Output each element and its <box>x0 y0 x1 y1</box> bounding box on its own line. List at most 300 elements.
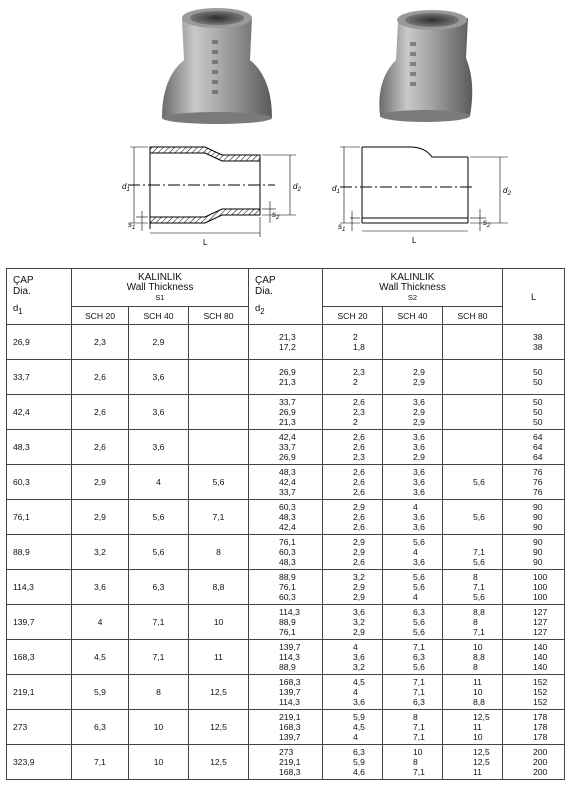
cell-d2 <box>249 465 323 500</box>
table-row <box>7 745 565 780</box>
cell-s1-sch40: 8 <box>129 675 189 710</box>
concentric-reducer-photo <box>162 8 272 124</box>
cell-length-value: 152 <box>533 687 548 697</box>
cell-d2-value: 42,4 <box>279 477 296 487</box>
cell-d2-value: 33,7 <box>279 442 296 452</box>
cell-length-value: 100 <box>533 582 548 592</box>
cell-d2-value: 88,9 <box>279 617 296 627</box>
cell-s2-sch20-value: 3,2 <box>353 572 365 582</box>
cell-length <box>503 395 565 430</box>
cell-d2 <box>249 675 323 710</box>
cell-s2-sch80-value: 8,8 <box>473 697 485 707</box>
cell-length-value: 64 <box>533 432 543 442</box>
cell-s1-sch40: 7,1 <box>129 605 189 640</box>
cell-d2-value: 17,2 <box>279 342 296 352</box>
cell-s2-sch40-value: 7,1 <box>413 767 425 777</box>
drawing-label-s2-eccentric: $s_2$ <box>483 218 491 229</box>
drawing-label-s1: $s_1$ <box>128 220 136 231</box>
drawing-label-d1-eccentric: $d_1$ <box>332 184 340 195</box>
cell-s2-sch40-value: 5,6 <box>413 627 425 637</box>
cell-s2-sch20 <box>323 325 383 360</box>
reducer-spec-table <box>6 268 565 780</box>
cell-d2-value: 168,3 <box>279 677 301 687</box>
cell-d2 <box>249 745 323 780</box>
cell-s2-sch20-value: 2,6 <box>353 522 365 532</box>
cell-length-value: 200 <box>533 747 548 757</box>
cell-s1-sch80: 12,5 <box>189 710 249 745</box>
cell-d2-value: 33,7 <box>279 397 296 407</box>
header-s2-sch80: SCH 80 <box>443 307 503 325</box>
cell-s2-sch20 <box>323 570 383 605</box>
cell-d2 <box>249 360 323 395</box>
cell-s2-sch40-value: 7,1 <box>413 687 425 697</box>
cell-s2-sch80-value <box>473 537 502 547</box>
cell-s2-sch80-value <box>473 487 502 497</box>
cell-s2-sch40-value: 7,1 <box>413 732 425 742</box>
cell-d2-value: 42,4 <box>279 522 296 532</box>
cell-s1-sch20: 2,6 <box>72 395 129 430</box>
cell-s2-sch20 <box>323 640 383 675</box>
cell-s1-sch40: 3,6 <box>129 360 189 395</box>
cell-length <box>503 535 565 570</box>
cell-length <box>503 360 565 395</box>
cell-length-value: 140 <box>533 662 548 672</box>
cell-d2-value: 114,3 <box>279 607 300 617</box>
header-cap-d1: ÇAP Dia. $d_1$ <box>7 269 72 325</box>
cell-s2-sch80 <box>443 430 503 465</box>
cell-s2-sch80-value <box>473 407 502 417</box>
cell-s2-sch80-value: 10 <box>473 642 483 652</box>
cell-length-value: 127 <box>533 627 548 637</box>
cell-s2-sch80-value <box>473 377 502 387</box>
cell-s2-sch20-value: 2,3 <box>353 367 365 377</box>
cell-length-value: 90 <box>533 547 543 557</box>
cell-s2-sch20-value: 4,5 <box>353 722 365 732</box>
cell-s2-sch80-value <box>473 332 502 342</box>
cell-s2-sch40-value: 3,6 <box>413 432 425 442</box>
cell-s1-sch20: 5,9 <box>72 675 129 710</box>
cell-s1-sch80: 8 <box>189 535 249 570</box>
cell-s2-sch80 <box>443 500 503 535</box>
cell-length-value: 127 <box>533 607 548 617</box>
cell-d2-value: 21,3 <box>279 417 296 427</box>
cell-s1-sch40: 2,9 <box>129 325 189 360</box>
cell-s2-sch80-value: 8 <box>473 662 478 672</box>
cell-length-value: 100 <box>533 592 548 602</box>
cell-d2-value: 114,3 <box>279 697 300 707</box>
cell-s2-sch80-value <box>473 397 502 407</box>
cell-length-value: 76 <box>533 487 543 497</box>
cell-s2-sch20-value: 2,9 <box>353 627 365 637</box>
cell-s2-sch80-value: 5,6 <box>473 592 485 602</box>
cell-d2-value: 21,3 <box>279 377 296 387</box>
cell-d2-value: 168,3 <box>279 767 301 777</box>
cell-length-value: 200 <box>533 757 548 767</box>
cell-d2 <box>249 535 323 570</box>
drawing-label-s1-eccentric: $s_1$ <box>338 222 346 233</box>
cell-s1-sch40: 3,6 <box>129 430 189 465</box>
cell-s2-sch80-value <box>473 522 502 532</box>
cell-s2-sch80-value: 7,1 <box>473 627 485 637</box>
cell-s2-sch40 <box>383 675 443 710</box>
cell-s2-sch40-value: 4 <box>413 547 418 557</box>
cell-length <box>503 500 565 535</box>
cell-s2-sch40-value: 6,3 <box>413 697 425 707</box>
cell-s1-sch80: 7,1 <box>189 500 249 535</box>
cell-d2-value: 139,7 <box>279 687 301 697</box>
cell-s2-sch80-value <box>473 432 502 442</box>
cell-s1-sch40: 6,3 <box>129 570 189 605</box>
table-row <box>7 500 565 535</box>
cell-s2-sch80-value: 10 <box>473 732 483 742</box>
cell-s1-sch80: 11 <box>189 640 249 675</box>
cell-s2-sch40-value: 2,9 <box>413 407 425 417</box>
cell-d2-value: 21,3 <box>279 332 296 342</box>
cell-length-value: 50 <box>533 377 543 387</box>
cell-s2-sch80-value: 10 <box>473 687 483 697</box>
cell-s2-sch80-value: 7,1 <box>473 582 485 592</box>
cell-s2-sch40 <box>383 570 443 605</box>
cell-d2-value: 26,9 <box>279 367 296 377</box>
cell-s2-sch80-value <box>473 502 502 512</box>
table-row <box>7 605 565 640</box>
cell-s1-sch80 <box>189 360 249 395</box>
cell-s2-sch40-value: 4 <box>413 502 418 512</box>
cell-d2-value: 60,3 <box>279 502 296 512</box>
cell-s2-sch20 <box>323 675 383 710</box>
drawing-label-L: L <box>203 238 208 247</box>
cell-d2 <box>249 710 323 745</box>
header-s1-sch20: SCH 20 <box>72 307 129 325</box>
cell-s1-sch80 <box>189 430 249 465</box>
cell-s2-sch80-value: 8,8 <box>473 652 485 662</box>
cell-d2 <box>249 430 323 465</box>
cell-d1: 42,4 <box>7 395 72 430</box>
cell-s2-sch20-value: 2,9 <box>353 502 365 512</box>
cell-length-value: 140 <box>533 652 548 662</box>
cell-s2-sch80-value: 8 <box>473 572 478 582</box>
cell-length-value: 90 <box>533 557 543 567</box>
cell-s2-sch40-value: 7,1 <box>413 722 425 732</box>
cell-s2-sch80-value <box>473 367 502 377</box>
header-s2-sch40: SCH 40 <box>383 307 443 325</box>
cell-s2-sch40 <box>383 325 443 360</box>
cell-s2-sch80-value <box>473 342 502 352</box>
cell-length-value: 76 <box>533 477 543 487</box>
cell-s2-sch20-value: 4,5 <box>353 677 365 687</box>
cell-d2-value: 48,3 <box>279 467 296 477</box>
cell-d2-value: 48,3 <box>279 557 296 567</box>
cell-length <box>503 465 565 500</box>
cell-s2-sch20-value: 2,6 <box>353 557 365 567</box>
header-s1-sch80: SCH 80 <box>189 307 249 325</box>
concentric-reducer-drawing <box>128 147 296 237</box>
cell-s1-sch80: 12,5 <box>189 745 249 780</box>
cell-d1: 88,9 <box>7 535 72 570</box>
cell-s2-sch80-value: 12,5 <box>473 747 490 757</box>
header-length: L <box>503 269 565 325</box>
cell-length-value: 90 <box>533 512 543 522</box>
cell-s2-sch20-value: 5,9 <box>353 712 365 722</box>
cell-s2-sch20-value: 4 <box>353 687 358 697</box>
spec-table-body <box>7 325 565 780</box>
cell-s2-sch40-value <box>413 332 442 342</box>
cell-s2-sch40 <box>383 395 443 430</box>
cell-s2-sch20 <box>323 605 383 640</box>
cell-s2-sch20-value: 1,8 <box>353 342 365 352</box>
cell-s2-sch80-value: 7,1 <box>473 547 485 557</box>
cell-s2-sch40 <box>383 745 443 780</box>
cell-s2-sch20-value: 2,9 <box>353 592 365 602</box>
header-s1-sch40: SCH 40 <box>129 307 189 325</box>
cell-s1-sch80: 5,6 <box>189 465 249 500</box>
cell-length <box>503 325 565 360</box>
cell-length <box>503 570 565 605</box>
cell-s2-sch40-value: 5,6 <box>413 617 425 627</box>
cell-s2-sch40-value: 6,3 <box>413 652 425 662</box>
cell-s2-sch20-value: 5,9 <box>353 757 365 767</box>
cell-s2-sch80 <box>443 745 503 780</box>
cell-s2-sch20-value: 4 <box>353 732 358 742</box>
cell-length-value: 200 <box>533 767 548 777</box>
cell-d2 <box>249 605 323 640</box>
cell-s2-sch40-value: 2,9 <box>413 417 425 427</box>
cell-s2-sch20-value: 2 <box>353 332 358 342</box>
cell-s2-sch20 <box>323 710 383 745</box>
cell-d2-value: 76,1 <box>279 537 296 547</box>
cell-s1-sch20: 3,6 <box>72 570 129 605</box>
cell-s1-sch80: 12,5 <box>189 675 249 710</box>
cell-d1: 323,9 <box>7 745 72 780</box>
cell-length-value: 50 <box>533 417 543 427</box>
cell-s2-sch40-value: 6,3 <box>413 607 425 617</box>
cell-s1-sch40: 7,1 <box>129 640 189 675</box>
cell-s1-sch20: 4 <box>72 605 129 640</box>
cell-s2-sch40-value: 3,6 <box>413 477 425 487</box>
cell-length-value: 50 <box>533 397 543 407</box>
cell-d1: 219,1 <box>7 675 72 710</box>
cell-s2-sch40 <box>383 535 443 570</box>
cell-d2 <box>249 570 323 605</box>
cell-s2-sch20-value: 2,9 <box>353 582 365 592</box>
cell-s2-sch40 <box>383 465 443 500</box>
cell-s2-sch20-value: 3,6 <box>353 697 365 707</box>
technical-drawings <box>0 135 570 263</box>
cell-s2-sch20-value: 2,6 <box>353 512 365 522</box>
cell-s2-sch20-value: 2,3 <box>353 452 365 462</box>
drawing-label-d2: $d_2$ <box>293 182 301 193</box>
cell-s2-sch80-value: 5,6 <box>473 477 485 487</box>
cell-length-value: 76 <box>533 467 543 477</box>
cell-s1-sch80 <box>189 395 249 430</box>
cell-s2-sch40-value: 2,9 <box>413 377 425 387</box>
cell-s2-sch20-value: 6,3 <box>353 747 365 757</box>
drawing-label-L-eccentric: L <box>412 236 417 245</box>
cell-length-value: 90 <box>533 502 543 512</box>
cell-d2-value: 33,7 <box>279 487 296 497</box>
cell-s1-sch80: 8,8 <box>189 570 249 605</box>
table-row <box>7 640 565 675</box>
cell-s2-sch40-value: 8 <box>413 712 418 722</box>
cell-length-value: 178 <box>533 722 548 732</box>
cell-s2-sch20-value: 2,9 <box>353 547 365 557</box>
cell-d1: 33,7 <box>7 360 72 395</box>
cell-d2-value: 26,9 <box>279 407 296 417</box>
cell-s1-sch20: 4,5 <box>72 640 129 675</box>
cell-s2-sch40-value: 2,9 <box>413 367 425 377</box>
cell-s1-sch20: 2,3 <box>72 325 129 360</box>
cell-d2-value: 219,1 <box>279 712 301 722</box>
cell-s2-sch40-value: 3,6 <box>413 557 425 567</box>
cell-d1: 114,3 <box>7 570 72 605</box>
cell-s2-sch80 <box>443 535 503 570</box>
cell-s2-sch80-value: 8,8 <box>473 607 485 617</box>
cell-s1-sch40: 4 <box>129 465 189 500</box>
table-row <box>7 535 565 570</box>
cell-s2-sch80 <box>443 360 503 395</box>
cell-s2-sch80-value: 5,6 <box>473 557 485 567</box>
cell-s1-sch20: 2,9 <box>72 500 129 535</box>
cell-d1: 139,7 <box>7 605 72 640</box>
cell-s2-sch40-value: 3,6 <box>413 397 425 407</box>
cell-s2-sch40 <box>383 710 443 745</box>
cell-d1: 48,3 <box>7 430 72 465</box>
cell-s1-sch40: 5,6 <box>129 500 189 535</box>
cell-s2-sch40-value: 7,1 <box>413 677 425 687</box>
cell-s2-sch40 <box>383 500 443 535</box>
cell-d2-value: 219,1 <box>279 757 301 767</box>
cell-s1-sch40: 10 <box>129 745 189 780</box>
header-wall-thickness-s2: KALINLIK Wall Thickness S2 <box>323 269 503 307</box>
product-photos <box>0 0 570 125</box>
cell-s2-sch40-value: 5,6 <box>413 662 425 672</box>
table-row <box>7 360 565 395</box>
cell-s2-sch40-value: 3,6 <box>413 522 425 532</box>
cell-s1-sch80 <box>189 325 249 360</box>
table-row <box>7 430 565 465</box>
cell-s1-sch40: 3,6 <box>129 395 189 430</box>
cell-s2-sch40-value: 7,1 <box>413 642 425 652</box>
cell-s2-sch80 <box>443 605 503 640</box>
cell-length-value: 100 <box>533 572 548 582</box>
header-wall-thickness-s1: KALINLIK Wall Thickness S1 <box>72 269 249 307</box>
cell-s2-sch80 <box>443 570 503 605</box>
cell-length-value: 140 <box>533 642 548 652</box>
cell-s1-sch20: 3,2 <box>72 535 129 570</box>
drawing-label-d2-eccentric: $d_2$ <box>503 186 511 197</box>
cell-s1-sch40: 10 <box>129 710 189 745</box>
cell-d2 <box>249 325 323 360</box>
table-row <box>7 710 565 745</box>
cell-s2-sch40-value: 3,6 <box>413 512 425 522</box>
cell-s2-sch40-value: 5,6 <box>413 537 425 547</box>
cell-s2-sch80 <box>443 465 503 500</box>
cell-length-value: 178 <box>533 712 548 722</box>
table-row <box>7 570 565 605</box>
cell-d2 <box>249 640 323 675</box>
cell-s2-sch20-value: 2,6 <box>353 467 365 477</box>
cell-length-value: 152 <box>533 677 548 687</box>
cell-d2 <box>249 395 323 430</box>
cell-s2-sch80-value: 12,5 <box>473 757 490 767</box>
cell-s2-sch20 <box>323 395 383 430</box>
cell-d1: 76,1 <box>7 500 72 535</box>
cell-d2-value: 88,9 <box>279 572 296 582</box>
cell-s2-sch40 <box>383 360 443 395</box>
cell-s2-sch80 <box>443 675 503 710</box>
cell-d2-value: 273 <box>279 747 294 757</box>
cell-s2-sch20-value: 2 <box>353 377 358 387</box>
table-row <box>7 465 565 500</box>
cell-d2-value: 48,3 <box>279 512 296 522</box>
cell-s2-sch20-value: 2,6 <box>353 487 365 497</box>
eccentric-reducer-photo <box>379 10 472 122</box>
cell-s2-sch80 <box>443 395 503 430</box>
cell-s2-sch40-value: 10 <box>413 747 423 757</box>
cell-s2-sch20-value: 2,6 <box>353 397 365 407</box>
cell-length <box>503 675 565 710</box>
header-s2-sch20: SCH 20 <box>323 307 383 325</box>
cell-s2-sch80-value: 11 <box>473 767 482 777</box>
cell-s2-sch20-value: 3,2 <box>353 617 365 627</box>
cell-length-value: 38 <box>533 332 543 342</box>
cell-s1-sch80: 10 <box>189 605 249 640</box>
cell-s2-sch40 <box>383 430 443 465</box>
cell-s1-sch20: 2,6 <box>72 360 129 395</box>
cell-s2-sch20 <box>323 360 383 395</box>
cell-length-value: 127 <box>533 617 548 627</box>
cell-s2-sch20-value: 2,6 <box>353 432 365 442</box>
cell-length <box>503 640 565 675</box>
cell-s2-sch20-value: 4,6 <box>353 767 365 777</box>
cell-length-value: 64 <box>533 442 543 452</box>
cell-d2-value: 114,3 <box>279 652 300 662</box>
cell-s2-sch80-value: 11 <box>473 677 482 687</box>
cell-d1: 26,9 <box>7 325 72 360</box>
cell-length <box>503 745 565 780</box>
cell-length-value: 90 <box>533 537 543 547</box>
cell-s2-sch40-value: 8 <box>413 757 418 767</box>
cell-s2-sch80-value <box>473 417 502 427</box>
cell-s1-sch40: 5,6 <box>129 535 189 570</box>
cell-d2-value: 139,7 <box>279 732 301 742</box>
cell-length-value: 38 <box>533 342 543 352</box>
cell-s2-sch20 <box>323 500 383 535</box>
cell-s2-sch40-value: 5,6 <box>413 572 425 582</box>
cell-s2-sch20-value: 2,6 <box>353 477 365 487</box>
cell-s1-sch20: 2,6 <box>72 430 129 465</box>
cell-length-value: 64 <box>533 452 543 462</box>
cell-s2-sch40-value: 3,6 <box>413 467 425 477</box>
cell-s2-sch40-value: 3,6 <box>413 487 425 497</box>
cell-s2-sch40-value: 3,6 <box>413 442 425 452</box>
cell-s2-sch80-value <box>473 467 502 477</box>
cell-length-value: 152 <box>533 697 548 707</box>
cell-length-value: 178 <box>533 732 548 742</box>
cell-s2-sch80-value <box>473 452 502 462</box>
header-cap-d2: ÇAP Dia. $d_2$ <box>249 269 323 325</box>
cell-s2-sch20-value: 2,9 <box>353 537 365 547</box>
cell-length-value: 50 <box>533 407 543 417</box>
cell-d1: 168,3 <box>7 640 72 675</box>
cell-s2-sch40-value: 4 <box>413 592 418 602</box>
cell-s2-sch20-value: 2,3 <box>353 407 365 417</box>
cell-d1: 273 <box>7 710 72 745</box>
cell-s2-sch20-value: 3,6 <box>353 652 365 662</box>
cell-s2-sch20 <box>323 745 383 780</box>
cell-s1-sch20: 2,9 <box>72 465 129 500</box>
table-row <box>7 675 565 710</box>
